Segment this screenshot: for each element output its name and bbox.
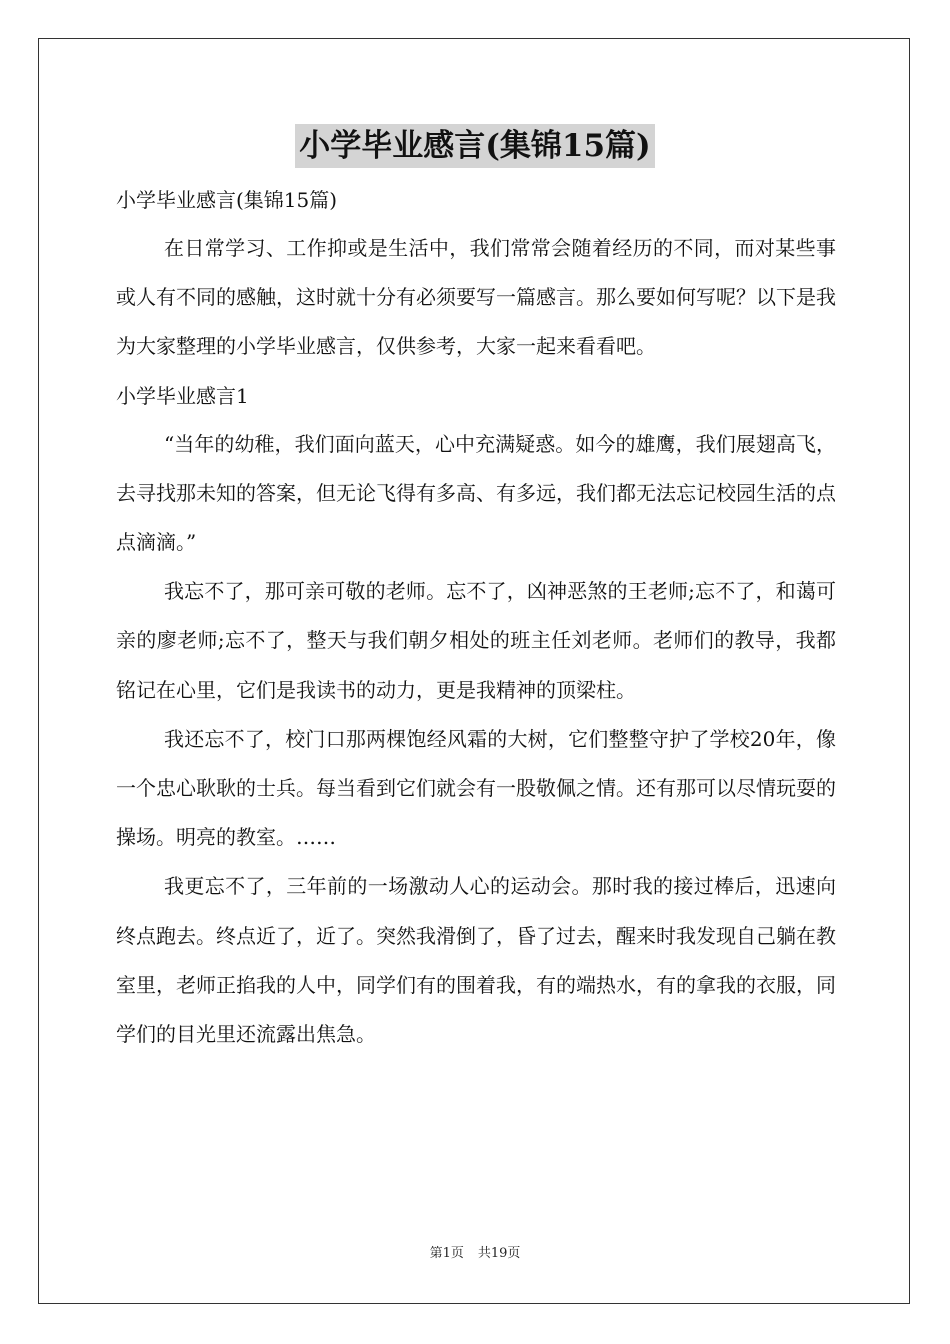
body-paragraph-2: 我忘不了，那可亲可敬的老师。忘不了，凶神恶煞的王老师;忘不了，和蔼可亲的廖老师;忘不了，整天与我们朝夕相处的班主任刘老师。老师们的教导，我都铭记在心里，它们是我读书的动力，更是我精神的顶梁柱。 — [116, 579, 836, 702]
body-paragraph-4: 我更忘不了，三年前的一场激动人心的运动会。那时我的接过棒后，迅速向终点跑去。终点近了，近了。突然我滑倒了，昏了过去，醒来时我发现自己躺在教室里，老师正掐我的人中，同学们有的围着我，有的端热水，有的拿我的衣服，同学们的目光里还流露出焦急。 — [116, 874, 836, 1047]
document-title: 小学毕业感言(集锦15篇) — [295, 124, 654, 168]
title-container — [0, 124, 950, 168]
body-paragraph-1: “当年的幼稚，我们面向蓝天，心中充满疑惑。如今的雄鹰，我们展翅高飞，去寻找那未知的答案，但无论飞得有多高、有多远，我们都无法忘记校园生活的点点滴滴。” — [116, 431, 836, 555]
subtitle-line: 小学毕业感言(集锦15篇) — [116, 188, 338, 212]
page-number: 第1页 — [429, 1246, 464, 1261]
page-total: 共19页 — [477, 1246, 521, 1261]
body-paragraph-3: 我还忘不了，校门口那两棵饱经风霜的大树，它们整整守护了学校20年，像一个忠心耿耿的士兵。每当看到它们就会有一股敬佩之情。还有那可以尽情玩耍的操场。明亮的教室。…… — [116, 726, 836, 850]
page-footer — [0, 1244, 950, 1264]
document-body — [116, 180, 836, 1059]
intro-paragraph: 在日常学习、工作抑或是生活中，我们常常会随着经历的不同，而对某些事或人有不同的感触，这时就十分有必须要写一篇感言。那么要如何写呢？以下是我为大家整理的小学毕业感言，仅供参考，大家一起来看看吧。 — [116, 236, 836, 359]
section-heading: 小学毕业感言1 — [116, 383, 249, 408]
